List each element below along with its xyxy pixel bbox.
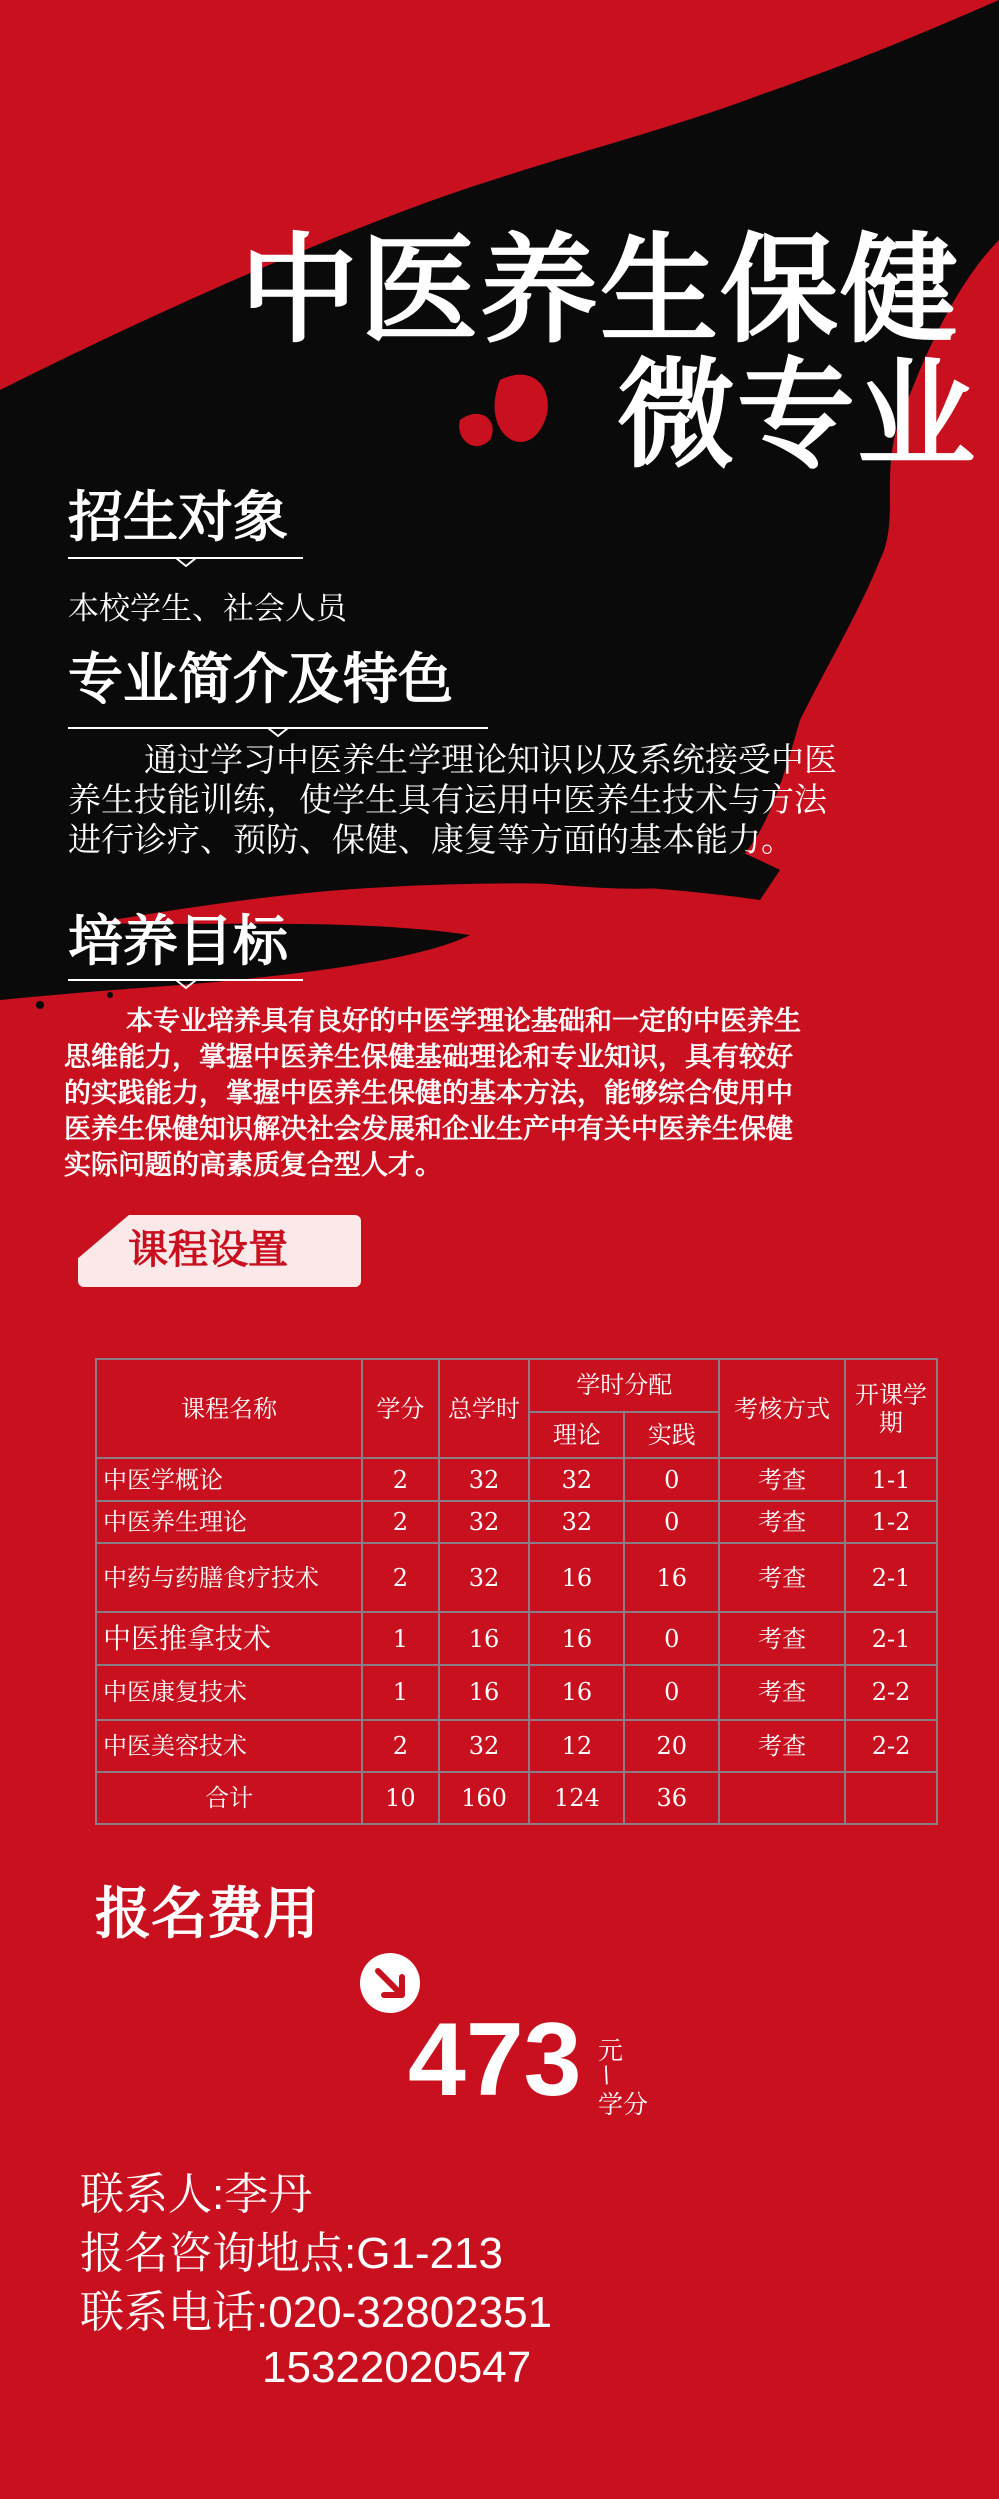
cell-practice: 36 (624, 1772, 719, 1824)
contact-location: 报名咨询地点:G1-213 (80, 2229, 503, 2278)
course-table (95, 1358, 938, 1825)
header-credit: 学分 (362, 1359, 438, 1458)
cell-name: 中医养生理论 (96, 1501, 362, 1544)
heading-underline (68, 722, 488, 740)
cell-total: 16 (439, 1612, 530, 1665)
cell-exam: 考查 (719, 1720, 845, 1773)
cell-credit: 2 (362, 1543, 438, 1612)
cell-credit: 2 (362, 1458, 438, 1501)
section-heading-intro: 专业简介及特色 (68, 647, 454, 711)
cell-name: 中药与药膳食疗技术 (96, 1543, 362, 1612)
cell-theory: 16 (529, 1612, 624, 1665)
cell-total: 32 (439, 1720, 530, 1773)
cell-exam: 考查 (719, 1665, 845, 1720)
cell-total: 32 (439, 1458, 530, 1501)
cell-exam (719, 1772, 845, 1824)
cell-credit: 2 (362, 1720, 438, 1773)
cell-term: 1-2 (845, 1501, 937, 1544)
header-practice: 实践 (624, 1412, 719, 1459)
cell-practice: 16 (624, 1543, 719, 1612)
cell-credit: 1 (362, 1665, 438, 1720)
cell-exam: 考查 (719, 1458, 845, 1501)
cell-practice: 0 (624, 1501, 719, 1544)
cell-theory: 12 (529, 1720, 624, 1773)
target-text: 本校学生、社会人员 (68, 591, 347, 627)
cell-total: 16 (439, 1665, 530, 1720)
cell-theory: 16 (529, 1665, 624, 1720)
cell-exam: 考查 (719, 1612, 845, 1665)
header-term: 开课学期 (845, 1359, 937, 1458)
fee-amount: 473 (408, 2002, 582, 2118)
table-row (96, 1501, 937, 1544)
cell-total: 32 (439, 1543, 530, 1612)
fee-label: 报名费用 (95, 1882, 319, 1947)
cell-credit: 2 (362, 1501, 438, 1544)
contact-phone-mobile: 15322020547 (262, 2343, 532, 2392)
header-hours-split: 学时分配 (529, 1359, 719, 1412)
table-row (96, 1665, 937, 1720)
course-tag-label: 课程设置 (128, 1227, 288, 1273)
table-row (96, 1612, 937, 1665)
table-row (96, 1543, 937, 1612)
contact-person: 联系人:李丹 (80, 2170, 313, 2219)
heading-underline (68, 974, 303, 992)
header-exam: 考核方式 (719, 1359, 845, 1458)
cell-credit: 1 (362, 1612, 438, 1665)
cell-term: 2-2 (845, 1665, 937, 1720)
cell-theory: 32 (529, 1501, 624, 1544)
cell-name: 中医学概论 (96, 1458, 362, 1501)
cell-practice: 0 (624, 1612, 719, 1665)
fee-unit-slash: / (598, 2062, 615, 2089)
section-heading-target: 招生对象 (68, 485, 289, 549)
cell-term: 1-1 (845, 1458, 937, 1501)
goal-text: 本专业培养具有良好的中医学理论基础和一定的中医养生思维能力，掌握中医养生保健基础理论和专业知识，具有较好的实践能力，掌握中医养生保健的基本方法，能够综合使用中医养生保健知识解决社会发展和企业生产中有关中医养生保健实际问题的高素质复合型人才。 (64, 1006, 801, 1181)
cell-credit: 10 (362, 1772, 438, 1824)
table-total-row (96, 1772, 937, 1824)
header-total-hours: 总学时 (439, 1359, 530, 1458)
fee-unit-bottom: 学分 (598, 2090, 649, 2119)
cell-theory: 124 (529, 1772, 624, 1824)
cell-theory: 16 (529, 1543, 624, 1612)
cell-name: 中医美容技术 (96, 1720, 362, 1773)
cell-practice: 0 (624, 1665, 719, 1720)
cell-practice: 20 (624, 1720, 719, 1773)
section-heading-goal: 培养目标 (68, 909, 289, 973)
header-theory: 理论 (529, 1412, 624, 1459)
table-row (96, 1458, 937, 1501)
cell-term: 2-1 (845, 1612, 937, 1665)
cell-total: 32 (439, 1501, 530, 1544)
cell-exam: 考查 (719, 1543, 845, 1612)
cell-term: 2-1 (845, 1543, 937, 1612)
fee-unit-top: 元 (598, 2036, 624, 2065)
page-title-line2: 微专业 (617, 345, 978, 484)
contact-phone: 联系电话:020-32802351 (80, 2288, 553, 2337)
cell-theory: 32 (529, 1458, 624, 1501)
cell-term: 2-2 (845, 1720, 937, 1773)
cell-total: 160 (439, 1772, 530, 1824)
intro-text: 通过学习中医养生学理论知识以及系统接受中医养生技能训练，使学生具有运用中医养生技术与方法进行诊疗、预防、保健、康复等方面的基本能力。 (68, 740, 837, 859)
page-title-line1: 中医养生保健 (240, 220, 961, 359)
cell-name: 中医推拿技术 (96, 1612, 362, 1665)
cell-term (845, 1772, 937, 1824)
cell-total-label: 合计 (96, 1772, 362, 1824)
cell-name: 中医康复技术 (96, 1665, 362, 1720)
cell-exam: 考查 (719, 1501, 845, 1544)
heading-underline (68, 552, 303, 570)
cell-practice: 0 (624, 1458, 719, 1501)
table-row (96, 1720, 937, 1773)
header-course-name: 课程名称 (96, 1359, 362, 1458)
